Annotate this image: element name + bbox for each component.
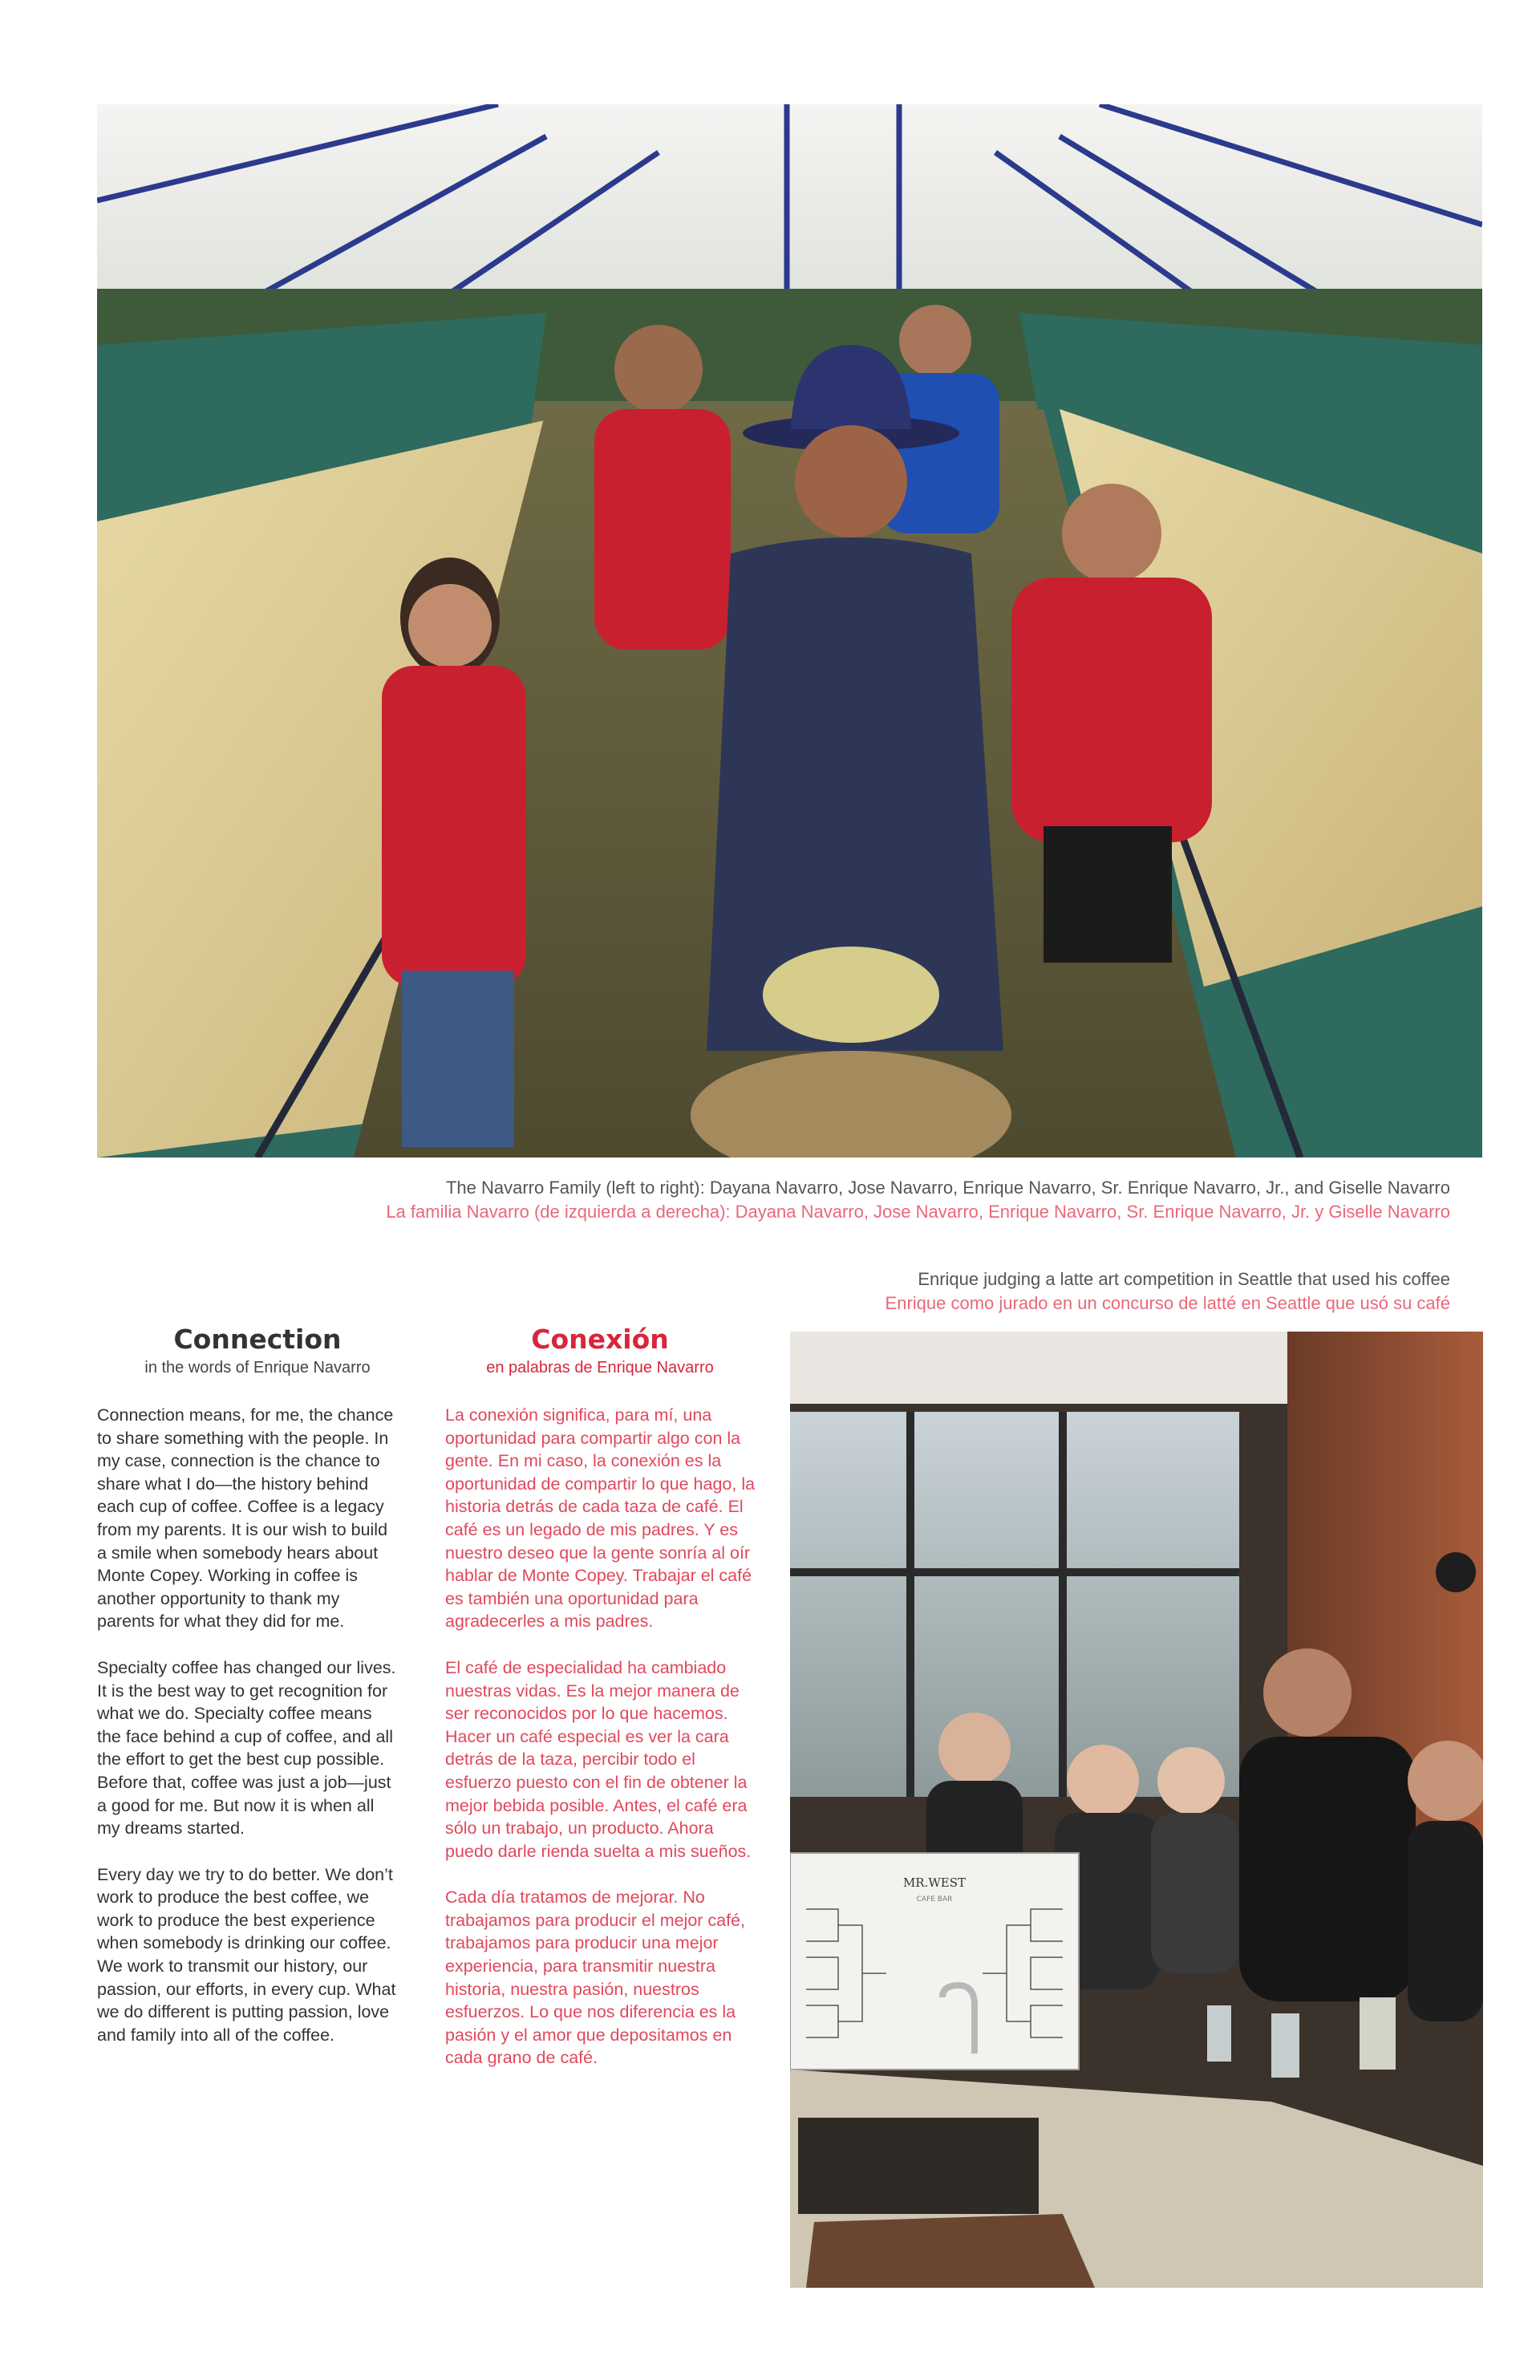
navarro-family-photo [97, 104, 1482, 1158]
subheading-en: in the words of Enrique Navarro [144, 1359, 371, 1377]
paragraph-en: Specialty coffee has changed our lives. It is the best way to get recognition for what we do. Specialty coffee means the face behind a cup of coffee, and all the effort to get the best cup possible. Before that, coffee was just a job—just a good for me. But now it is when all my dreams started. [97, 1657, 396, 1839]
paragraph-en: Connection means, for me, the chance to share something with the people. In my case, connection is the chance to share what I do—the history behind each cup of coffee. Coffee is a legacy from my parents. It is our wish to build a smile when somebody hears about Monte Copey. Working in coffee is another opportunity to thank my parents for what they did for me. [97, 1405, 394, 1632]
heading-conexion: Conexión [531, 1324, 669, 1355]
bottom-photo-caption-es: Enrique como jurado en un concurso de latté en Seattle que usó su café [885, 1293, 1450, 1313]
paragraph-es: El café de especialidad ha cambiado nuestras vidas. Es la mejor manera de ser reconocidos por lo que hacemos. Hacer un café especial es ver la cara detrás de la taza, percibir todo el esfuerzo puesto con el fin de obtener la mejor bebida posible. Antes, el café era sólo un trabajo, un producto. Ahora puedo darle rienda suelta a mis sueños. [445, 1657, 752, 1861]
top-photo-caption-en: The Navarro Family (left to right): Dayana Navarro, Jose Navarro, Enrique Navarro, Sr. Enrique Navarro, Jr., and Giselle Navarro [445, 1178, 1450, 1198]
heading-connection: Connection [173, 1324, 342, 1355]
body-text-en [97, 1404, 398, 2070]
paragraph-es: Cada día tratamos de mejorar. No trabajamos para producir el mejor café, trabajamos para producir una mejor experiencia, para transmitir nuestra historia, nuestra pasión, nuestros esfuerzos. Lo que nos diferencia es la pasión y el amor que depositamos en cada grano de café. [445, 1887, 746, 2068]
latte-competition-photo [790, 1332, 1483, 2288]
paragraph-es: La conexión significa, para mí, una oportunidad para compartir algo con la gente. En mi caso, la conexión es la oportunidad de compartir lo que hago, la historia detrás de cada taza de café. El café es un legado de mis padres. Y es nuestro deseo que la gente sonría al oír hablar de Monte Copey. Trabajar el café es también una oportunidad para agradecerles a mis padres. [445, 1405, 756, 1632]
board-subtitle: CAFE BAR [916, 1895, 953, 1904]
board-title: MR.WEST [902, 1875, 967, 1890]
bottom-photo-caption-en: Enrique judging a latte art competition in Seattle that used his coffee [918, 1269, 1450, 1289]
top-photo-caption-es: La familia Navarro (de izquierda a derecha): Dayana Navarro, Jose Navarro, Enrique Navarro, Sr. Enrique Navarro, Jr. y Giselle Navarro [386, 1202, 1450, 1222]
subheading-es: en palabras de Enrique Navarro [486, 1359, 714, 1377]
paragraph-en: Every day we try to do better. We don’t work to produce the best coffee, we work to produce the best experience when somebody is drinking our coffee. We work to transmit our history, our passion, our efforts, in every cup. What we do different is putting passion, love and family into all of the coffee. [97, 1864, 396, 2045]
body-text-es [445, 1404, 762, 2093]
